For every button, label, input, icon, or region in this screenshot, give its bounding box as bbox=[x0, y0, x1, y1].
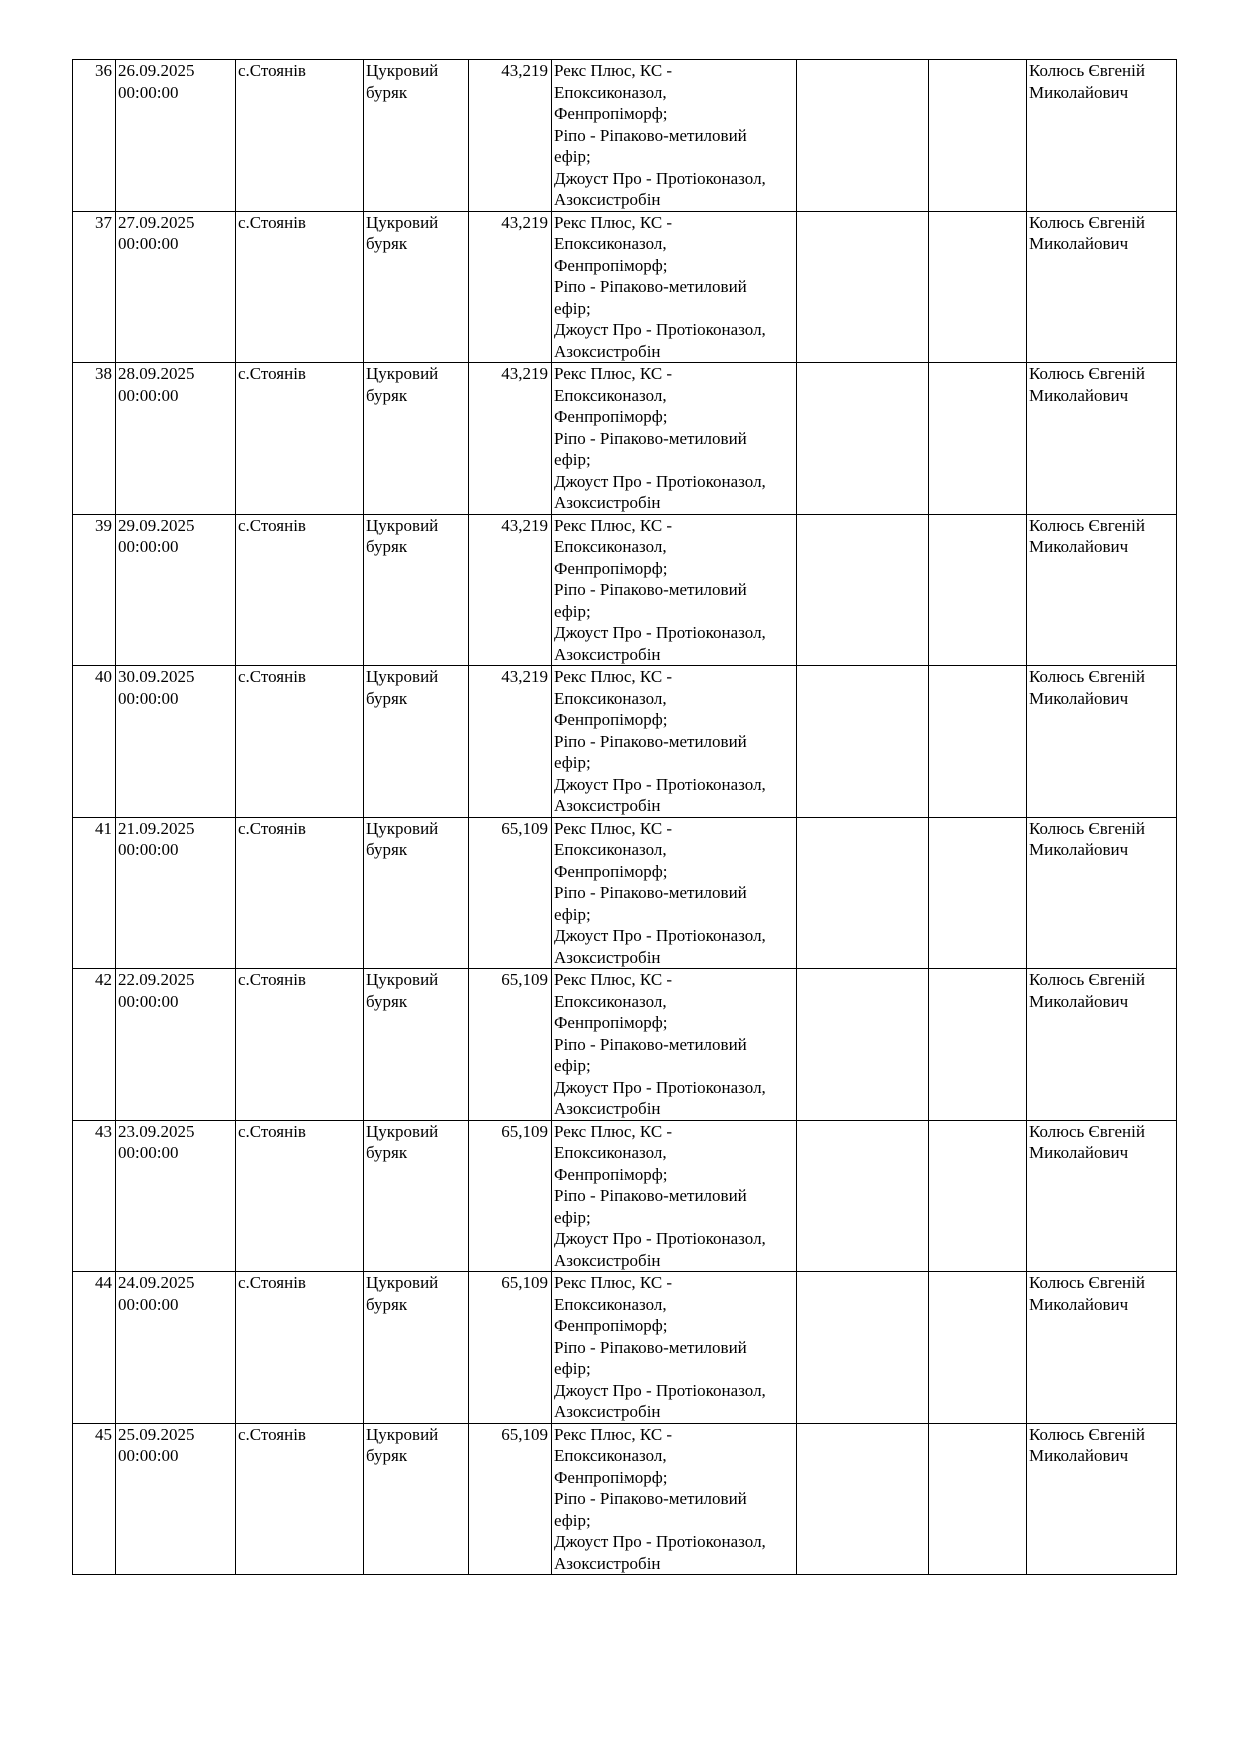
empty-cell-8 bbox=[929, 666, 1027, 818]
preparation-cell-line: Фенпропіморф; bbox=[554, 407, 668, 426]
crop-cell-line: Цукровий bbox=[366, 970, 439, 989]
village-cell bbox=[236, 817, 364, 969]
area-cell bbox=[469, 1120, 552, 1272]
date-cell-line: 00:00:00 bbox=[118, 234, 179, 253]
crop-cell-line: буряк bbox=[366, 1143, 408, 1162]
preparation-cell-line: Рекс Плюс, КС - bbox=[554, 667, 673, 686]
empty-cell-7 bbox=[797, 514, 929, 666]
date-cell bbox=[116, 514, 236, 666]
area-cell-line: 65,109 bbox=[501, 1424, 548, 1444]
empty-cell-7 bbox=[797, 363, 929, 515]
village-cell bbox=[236, 666, 364, 818]
area-cell-line: 43,219 bbox=[501, 515, 548, 535]
preparation-cell-line: Фенпропіморф; bbox=[554, 1013, 668, 1032]
responsible-person-cell-line: Миколайович bbox=[1029, 1143, 1129, 1162]
area-cell bbox=[469, 211, 552, 363]
preparation-cell-line: Рекс Плюс, КС - bbox=[554, 1273, 673, 1292]
empty-cell-7 bbox=[797, 969, 929, 1121]
row-number-line: 43 bbox=[95, 1121, 112, 1141]
row-number bbox=[73, 666, 116, 818]
preparation-cell-line: Рекс Плюс, КС - bbox=[554, 61, 673, 80]
empty-cell-8 bbox=[929, 363, 1027, 515]
crop-cell-line: буряк bbox=[366, 82, 408, 102]
preparation-cell-line: Епоксиконазол, bbox=[554, 1143, 667, 1162]
responsible-person-cell bbox=[1027, 363, 1177, 515]
crop-cell-line: буряк bbox=[366, 1446, 408, 1465]
date-cell-line: 00:00:00 bbox=[118, 688, 179, 708]
empty-cell-8 bbox=[929, 1423, 1027, 1575]
row-number bbox=[73, 60, 116, 212]
crop-cell-line: буряк bbox=[366, 385, 408, 405]
table-row bbox=[73, 817, 1177, 969]
village-cell bbox=[236, 60, 364, 212]
date-cell-line: 27.09.2025 bbox=[118, 212, 195, 232]
preparation-cell-line: Рекс Плюс, КС - bbox=[554, 364, 673, 383]
preparation-cell-line: Джоуст Про - Протіоконазол, bbox=[554, 168, 766, 188]
preparation-cell-line: Епоксиконазол, bbox=[554, 385, 667, 405]
table-row bbox=[73, 1120, 1177, 1272]
responsible-person-cell-line: Колюсь Євгеній bbox=[1029, 212, 1145, 232]
date-cell-line: 25.09.2025 bbox=[118, 1424, 195, 1444]
row-number bbox=[73, 211, 116, 363]
preparation-cell-line: Рекс Плюс, КС - bbox=[554, 212, 673, 232]
preparation-cell-line: Ріпо - Ріпаково-метиловий bbox=[554, 883, 747, 902]
preparation-cell bbox=[552, 666, 797, 818]
date-cell-line: 00:00:00 bbox=[118, 991, 179, 1011]
empty-cell-8 bbox=[929, 969, 1027, 1121]
date-cell-line: 00:00:00 bbox=[118, 82, 179, 102]
responsible-person-cell-line: Миколайович bbox=[1029, 840, 1129, 859]
row-number-line: 39 bbox=[95, 515, 112, 535]
crop-cell bbox=[364, 60, 469, 212]
date-cell bbox=[116, 817, 236, 969]
date-cell-line: 00:00:00 bbox=[118, 537, 179, 556]
preparation-cell-line: Азоксистробін bbox=[554, 1250, 661, 1270]
preparation-cell bbox=[552, 1120, 797, 1272]
preparation-cell-line: Азоксистробін bbox=[554, 1099, 661, 1118]
crop-cell-line: буряк bbox=[366, 688, 408, 708]
empty-cell-7 bbox=[797, 1423, 929, 1575]
responsible-person-cell bbox=[1027, 1272, 1177, 1424]
row-number-line: 44 bbox=[95, 1273, 112, 1292]
village-cell-line: с.Стоянів bbox=[238, 970, 306, 989]
preparation-cell-line: Епоксиконазол, bbox=[554, 234, 667, 253]
date-cell-line: 00:00:00 bbox=[118, 1143, 179, 1162]
crop-cell-line: Цукровий bbox=[366, 1273, 439, 1292]
date-cell bbox=[116, 1272, 236, 1424]
responsible-person-cell-line: Колюсь Євгеній bbox=[1029, 364, 1145, 383]
crop-cell-line: Цукровий bbox=[366, 515, 439, 535]
preparation-cell-line: Ріпо - Ріпаково-метиловий bbox=[554, 1186, 747, 1205]
area-cell bbox=[469, 60, 552, 212]
area-cell-line: 43,219 bbox=[501, 61, 548, 80]
village-cell bbox=[236, 211, 364, 363]
responsible-person-cell bbox=[1027, 817, 1177, 969]
row-number-line: 36 bbox=[95, 61, 112, 80]
preparation-cell-line: Епоксиконазол, bbox=[554, 82, 667, 102]
responsible-person-cell-line: Колюсь Євгеній bbox=[1029, 1273, 1145, 1292]
date-cell-line: 28.09.2025 bbox=[118, 364, 195, 383]
date-cell-line: 29.09.2025 bbox=[118, 515, 195, 535]
empty-cell-8 bbox=[929, 817, 1027, 969]
responsible-person-cell bbox=[1027, 1120, 1177, 1272]
crop-cell-line: буряк bbox=[366, 840, 408, 859]
responsible-person-cell bbox=[1027, 1423, 1177, 1575]
preparation-cell bbox=[552, 817, 797, 969]
row-number bbox=[73, 1423, 116, 1575]
preparation-cell-line: ефір; bbox=[554, 298, 591, 318]
row-number-line: 38 bbox=[95, 364, 112, 383]
preparation-cell-line: Азоксистробін bbox=[554, 341, 661, 361]
table-body bbox=[73, 60, 1177, 1575]
preparation-cell-line: Фенпропіморф; bbox=[554, 710, 668, 729]
preparation-cell-line: Фенпропіморф; bbox=[554, 1316, 668, 1335]
preparation-cell-line: Джоуст Про - Протіоконазол, bbox=[554, 926, 766, 945]
crop-cell-line: Цукровий bbox=[366, 212, 439, 232]
responsible-person-cell-line: Миколайович bbox=[1029, 234, 1129, 253]
responsible-person-cell-line: Миколайович bbox=[1029, 688, 1129, 708]
preparation-cell-line: ефір; bbox=[554, 1510, 591, 1530]
preparation-cell-line: Джоуст Про - Протіоконазол, bbox=[554, 774, 766, 794]
row-number-line: 37 bbox=[95, 212, 112, 232]
crop-cell-line: Цукровий bbox=[366, 818, 439, 838]
crop-cell-line: Цукровий bbox=[366, 364, 439, 383]
preparation-cell-line: Рекс Плюс, КС - bbox=[554, 970, 673, 989]
area-cell-line: 43,219 bbox=[501, 212, 548, 232]
row-number-line: 42 bbox=[95, 970, 112, 989]
preparation-cell-line: Фенпропіморф; bbox=[554, 1467, 668, 1487]
preparation-cell-line: Ріпо - Ріпаково-метиловий bbox=[554, 1337, 747, 1357]
area-cell bbox=[469, 363, 552, 515]
preparation-cell-line: ефір; bbox=[554, 1056, 591, 1075]
area-cell-line: 65,109 bbox=[501, 818, 548, 838]
preparation-cell-line: ефір; bbox=[554, 450, 591, 469]
preparation-cell-line: Фенпропіморф; bbox=[554, 104, 668, 123]
village-cell-line: с.Стоянів bbox=[238, 1121, 306, 1141]
preparation-cell-line: Азоксистробін bbox=[554, 1402, 661, 1421]
empty-cell-7 bbox=[797, 1120, 929, 1272]
date-cell-line: 24.09.2025 bbox=[118, 1273, 195, 1292]
preparation-cell-line: Рекс Плюс, КС - bbox=[554, 818, 673, 838]
row-number-line: 45 bbox=[95, 1424, 112, 1444]
area-cell-line: 43,219 bbox=[501, 364, 548, 383]
empty-cell-8 bbox=[929, 60, 1027, 212]
row-number bbox=[73, 363, 116, 515]
preparation-cell-line: Джоуст Про - Протіоконазол, bbox=[554, 320, 766, 339]
crop-cell bbox=[364, 1423, 469, 1575]
date-cell bbox=[116, 969, 236, 1121]
responsible-person-cell-line: Миколайович bbox=[1029, 82, 1129, 102]
preparation-cell bbox=[552, 969, 797, 1121]
area-cell bbox=[469, 969, 552, 1121]
date-cell-line: 00:00:00 bbox=[118, 1294, 179, 1314]
preparation-cell-line: Рекс Плюс, КС - bbox=[554, 1424, 673, 1444]
preparation-cell-line: Азоксистробін bbox=[554, 947, 661, 967]
village-cell bbox=[236, 1423, 364, 1575]
row-number bbox=[73, 969, 116, 1121]
date-cell bbox=[116, 1120, 236, 1272]
preparation-cell-line: ефір; bbox=[554, 601, 591, 621]
area-cell bbox=[469, 666, 552, 818]
row-number bbox=[73, 817, 116, 969]
date-cell bbox=[116, 211, 236, 363]
date-cell bbox=[116, 363, 236, 515]
preparation-cell bbox=[552, 514, 797, 666]
date-cell bbox=[116, 1423, 236, 1575]
table-row bbox=[73, 969, 1177, 1121]
row-number bbox=[73, 1120, 116, 1272]
empty-cell-8 bbox=[929, 1272, 1027, 1424]
preparation-cell-line: ефір; bbox=[554, 1359, 591, 1378]
empty-cell-7 bbox=[797, 817, 929, 969]
preparation-cell-line: Фенпропіморф; bbox=[554, 255, 668, 275]
preparation-cell-line: Ріпо - Ріпаково-метиловий bbox=[554, 428, 747, 448]
preparation-cell-line: Ріпо - Ріпаково-метиловий bbox=[554, 731, 747, 751]
preparation-cell-line: Азоксистробін bbox=[554, 644, 661, 664]
responsible-person-cell-line: Колюсь Євгеній bbox=[1029, 1121, 1145, 1141]
table-row bbox=[73, 60, 1177, 212]
preparation-cell-line: Ріпо - Ріпаково-метиловий bbox=[554, 1034, 747, 1054]
crop-cell-line: Цукровий bbox=[366, 1424, 439, 1444]
preparation-cell-line: ефір; bbox=[554, 753, 591, 772]
table-row bbox=[73, 211, 1177, 363]
treatment-table bbox=[72, 59, 1177, 1575]
village-cell-line: с.Стоянів bbox=[238, 667, 306, 686]
preparation-cell-line: Епоксиконазол, bbox=[554, 840, 667, 859]
date-cell-line: 26.09.2025 bbox=[118, 61, 195, 80]
preparation-cell-line: Фенпропіморф; bbox=[554, 1164, 668, 1184]
area-cell bbox=[469, 1423, 552, 1575]
village-cell-line: с.Стоянів bbox=[238, 515, 306, 535]
preparation-cell-line: Азоксистробін bbox=[554, 1553, 661, 1573]
empty-cell-8 bbox=[929, 1120, 1027, 1272]
preparation-cell-line: Ріпо - Ріпаково-метиловий bbox=[554, 1489, 747, 1508]
village-cell-line: с.Стоянів bbox=[238, 61, 306, 80]
preparation-cell bbox=[552, 1272, 797, 1424]
empty-cell-7 bbox=[797, 60, 929, 212]
preparation-cell-line: Фенпропіморф; bbox=[554, 558, 668, 578]
responsible-person-cell-line: Миколайович bbox=[1029, 1294, 1129, 1314]
area-cell-line: 43,219 bbox=[501, 667, 548, 686]
date-cell-line: 22.09.2025 bbox=[118, 970, 195, 989]
responsible-person-cell bbox=[1027, 211, 1177, 363]
preparation-cell-line: Епоксиконазол, bbox=[554, 688, 667, 708]
table-row bbox=[73, 363, 1177, 515]
row-number bbox=[73, 514, 116, 666]
preparation-cell-line: Азоксистробін bbox=[554, 493, 661, 512]
crop-cell-line: буряк bbox=[366, 234, 408, 253]
crop-cell bbox=[364, 211, 469, 363]
responsible-person-cell bbox=[1027, 969, 1177, 1121]
village-cell-line: с.Стоянів bbox=[238, 212, 306, 232]
table-row bbox=[73, 514, 1177, 666]
responsible-person-cell bbox=[1027, 60, 1177, 212]
preparation-cell-line: Джоуст Про - Протіоконазол, bbox=[554, 1229, 766, 1248]
empty-cell-8 bbox=[929, 211, 1027, 363]
date-cell-line: 21.09.2025 bbox=[118, 818, 195, 838]
crop-cell bbox=[364, 666, 469, 818]
crop-cell-line: буряк bbox=[366, 1294, 408, 1314]
empty-cell-7 bbox=[797, 1272, 929, 1424]
responsible-person-cell-line: Колюсь Євгеній bbox=[1029, 1424, 1145, 1444]
village-cell-line: с.Стоянів bbox=[238, 1273, 306, 1292]
preparation-cell-line: Фенпропіморф; bbox=[554, 861, 668, 881]
preparation-cell bbox=[552, 211, 797, 363]
table-row bbox=[73, 1423, 1177, 1575]
row-number-line: 40 bbox=[95, 667, 112, 686]
crop-cell-line: буряк bbox=[366, 991, 408, 1011]
responsible-person-cell-line: Миколайович bbox=[1029, 385, 1129, 405]
empty-cell-8 bbox=[929, 514, 1027, 666]
date-cell bbox=[116, 60, 236, 212]
village-cell-line: с.Стоянів bbox=[238, 364, 306, 383]
table-row bbox=[73, 1272, 1177, 1424]
village-cell bbox=[236, 1272, 364, 1424]
crop-cell-line: Цукровий bbox=[366, 61, 439, 80]
preparation-cell bbox=[552, 60, 797, 212]
preparation-cell-line: Епоксиконазол, bbox=[554, 1294, 667, 1314]
village-cell bbox=[236, 363, 364, 515]
date-cell bbox=[116, 666, 236, 818]
area-cell-line: 65,109 bbox=[501, 1121, 548, 1141]
preparation-cell bbox=[552, 1423, 797, 1575]
preparation-cell-line: Рекс Плюс, КС - bbox=[554, 1121, 673, 1141]
row-number bbox=[73, 1272, 116, 1424]
date-cell-line: 00:00:00 bbox=[118, 385, 179, 405]
preparation-cell-line: Джоуст Про - Протіоконазол, bbox=[554, 1380, 766, 1400]
crop-cell bbox=[364, 969, 469, 1121]
preparation-cell-line: Ріпо - Ріпаково-метиловий bbox=[554, 580, 747, 599]
preparation-cell-line: Епоксиконазол, bbox=[554, 537, 667, 556]
date-cell-line: 23.09.2025 bbox=[118, 1121, 195, 1141]
responsible-person-cell-line: Колюсь Євгеній bbox=[1029, 970, 1145, 989]
responsible-person-cell-line: Миколайович bbox=[1029, 991, 1129, 1011]
date-cell-line: 00:00:00 bbox=[118, 1446, 179, 1465]
responsible-person-cell-line: Колюсь Євгеній bbox=[1029, 515, 1145, 535]
preparation-cell-line: Джоуст Про - Протіоконазол, bbox=[554, 471, 766, 491]
village-cell bbox=[236, 1120, 364, 1272]
preparation-cell-line: Рекс Плюс, КС - bbox=[554, 515, 673, 535]
area-cell-line: 65,109 bbox=[501, 970, 548, 989]
responsible-person-cell-line: Колюсь Євгеній bbox=[1029, 667, 1145, 686]
preparation-cell-line: Епоксиконазол, bbox=[554, 991, 667, 1011]
preparation-cell-line: Епоксиконазол, bbox=[554, 1446, 667, 1465]
responsible-person-cell bbox=[1027, 666, 1177, 818]
responsible-person-cell bbox=[1027, 514, 1177, 666]
preparation-cell-line: ефір; bbox=[554, 1207, 591, 1227]
crop-cell bbox=[364, 1120, 469, 1272]
village-cell bbox=[236, 969, 364, 1121]
date-cell-line: 30.09.2025 bbox=[118, 667, 195, 686]
village-cell bbox=[236, 514, 364, 666]
preparation-cell bbox=[552, 363, 797, 515]
area-cell bbox=[469, 1272, 552, 1424]
crop-cell-line: буряк bbox=[366, 537, 408, 556]
preparation-cell-line: Азоксистробін bbox=[554, 796, 661, 815]
preparation-cell-line: Азоксистробін bbox=[554, 190, 661, 209]
crop-cell-line: Цукровий bbox=[366, 1121, 439, 1141]
area-cell bbox=[469, 817, 552, 969]
preparation-cell-line: Ріпо - Ріпаково-метиловий bbox=[554, 125, 747, 145]
preparation-cell-line: Джоуст Про - Протіоконазол, bbox=[554, 623, 766, 642]
preparation-cell-line: Джоуст Про - Протіоконазол, bbox=[554, 1077, 766, 1097]
responsible-person-cell-line: Колюсь Євгеній bbox=[1029, 61, 1145, 80]
area-cell bbox=[469, 514, 552, 666]
empty-cell-7 bbox=[797, 211, 929, 363]
table-row bbox=[73, 666, 1177, 818]
crop-cell bbox=[364, 1272, 469, 1424]
preparation-cell-line: ефір; bbox=[554, 904, 591, 924]
area-cell-line: 65,109 bbox=[501, 1273, 548, 1292]
responsible-person-cell-line: Миколайович bbox=[1029, 537, 1129, 556]
empty-cell-7 bbox=[797, 666, 929, 818]
preparation-cell-line: Джоуст Про - Протіоконазол, bbox=[554, 1532, 766, 1551]
responsible-person-cell-line: Колюсь Євгеній bbox=[1029, 818, 1145, 838]
crop-cell bbox=[364, 817, 469, 969]
village-cell-line: с.Стоянів bbox=[238, 818, 306, 838]
crop-cell bbox=[364, 514, 469, 666]
responsible-person-cell-line: Миколайович bbox=[1029, 1446, 1129, 1465]
crop-cell-line: Цукровий bbox=[366, 667, 439, 686]
village-cell-line: с.Стоянів bbox=[238, 1424, 306, 1444]
crop-cell bbox=[364, 363, 469, 515]
date-cell-line: 00:00:00 bbox=[118, 840, 179, 859]
row-number-line: 41 bbox=[95, 818, 112, 838]
preparation-cell-line: ефір; bbox=[554, 147, 591, 166]
preparation-cell-line: Ріпо - Ріпаково-метиловий bbox=[554, 277, 747, 296]
